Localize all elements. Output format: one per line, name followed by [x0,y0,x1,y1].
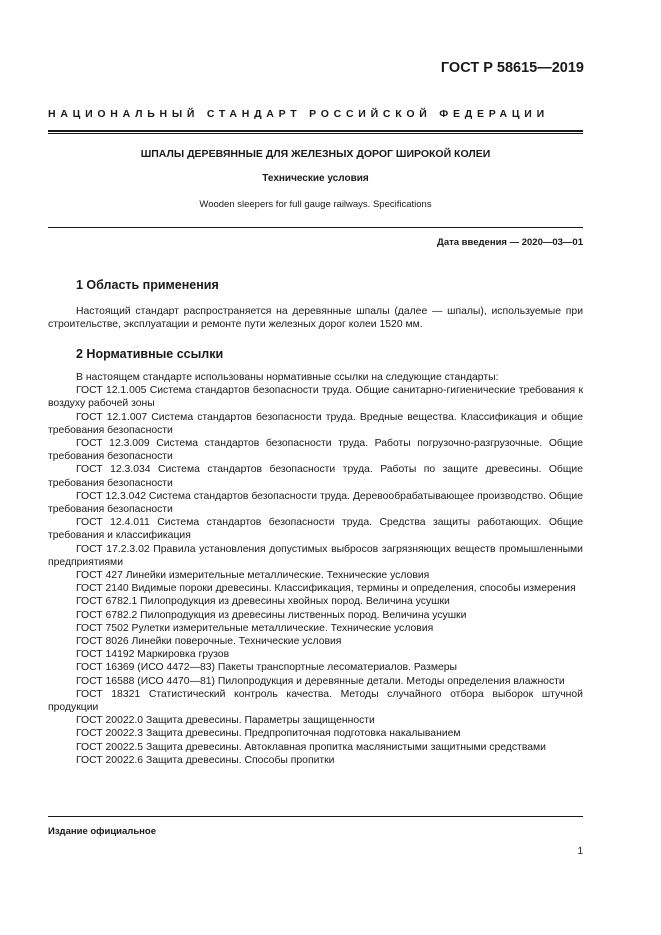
section-2-heading: 2 Нормативные ссылки [76,347,224,361]
standard-type-header: НАЦИОНАЛЬНЫЙ СТАНДАРТ РОССИЙСКОЙ ФЕДЕРАЦИИ [48,108,549,120]
reference-item: ГОСТ 6782.1 Пилопродукция из древесины хвойных пород. Величина усушки [76,596,450,608]
reference-item: ГОСТ 20022.3 Защита древесины. Предпропиточная подготовка накалыванием [76,728,461,740]
reference-item: ГОСТ 12.1.007 Система стандартов безопасности труда. Вредные вещества. Классификация и общие требования безопасности [48,411,583,436]
document-title-english: Wooden sleepers for full gauge railways. Specifications [199,199,432,210]
reference-item: ГОСТ 8026 Линейки поверочные. Технические условия [76,636,342,648]
official-edition-label: Издание официальное [48,826,156,837]
reference-item: ГОСТ 18321 Статистический контроль качества. Методы случайного отбора выборок штучной продукции [48,688,583,714]
document-title: ШПАЛЫ ДЕРЕВЯННЫЕ ДЛЯ ЖЕЛЕЗНЫХ ДОРОГ ШИРОКОЙ КОЛЕИ [140,148,491,160]
reference-item: ГОСТ 6782.2 Пилопродукция из древесины лиственных пород. Величина усушки [76,609,467,621]
reference-item: ГОСТ 12.4.011 Система стандартов безопасности труда. Средства защиты работающих. Общие требования и классификация [48,517,583,542]
header-rule-thin [48,133,583,134]
reference-item: ГОСТ 17.2.3.02 Правила установления допустимых выбросов загрязняющих веществ промышленными предприятиями [48,543,583,568]
section-1-heading: 1 Область применения [76,278,219,292]
reference-item: ГОСТ 12.3.034 Система стандартов безопасности труда. Работы по защите древесины. Общие требования безопасности [48,464,583,489]
references-intro: В настоящем стандарте использованы нормативные ссылки на следующие стандарты: [76,372,499,383]
reference-item: ГОСТ 20022.0 Защита древесины. Параметры защищенности [76,715,375,727]
reference-item: ГОСТ 12.3.009 Система стандартов безопасности труда. Работы погрузочно-разгрузочные. Общие требования безопасности [48,438,583,463]
normative-references [48,371,583,767]
document-code: ГОСТ Р 58615—2019 [440,60,584,76]
reference-item: ГОСТ 20022.6 Защита древесины. Способы пропитки [76,754,335,766]
reference-item: ГОСТ 427 Линейки измерительные металлические. Технические условия [76,570,430,582]
document-subtitle: Технические условия [262,173,369,184]
reference-item: ГОСТ 12.1.005 Система стандартов безопасности труда. Общие санитарно-гигиенические требования к воздуху рабочей зоны [48,385,583,410]
reference-item: ГОСТ 12.3.042 Система стандартов безопасности труда. Деревообрабатывающее производство. Общие требования безопасности [48,490,583,516]
introduction-date: Дата введения — 2020—03—01 [437,237,583,248]
reference-item: ГОСТ 7502 Рулетки измерительные металлические. Технические условия [76,622,434,634]
reference-item: ГОСТ 14192 Маркировка грузов [76,649,230,661]
reference-item: ГОСТ 20022.5 Защита древесины. Автоклавная пропитка маслянистыми защитными средствами [76,741,546,753]
footer-rule [48,816,583,817]
page-number: 1 [577,846,583,857]
section-1-text: Настоящий стандарт распространяется на деревянные шпалы (далее — шпалы), используемые при строительстве, эксплуатации и ремонте пути железных дорог колеи 1520 мм. [48,306,583,331]
reference-item: ГОСТ 2140 Видимые пороки древесины. Классификация, термины и определения, способы измерения [76,583,576,595]
reference-item: ГОСТ 16588 (ИСО 4470—81) Пилопродукция и деревянные детали. Методы определения влажности [76,675,565,687]
title-rule [48,227,583,228]
reference-item: ГОСТ 16369 (ИСО 4472—83) Пакеты транспортные лесоматериалов. Размеры [76,662,458,674]
header-rule-thick [48,130,583,132]
